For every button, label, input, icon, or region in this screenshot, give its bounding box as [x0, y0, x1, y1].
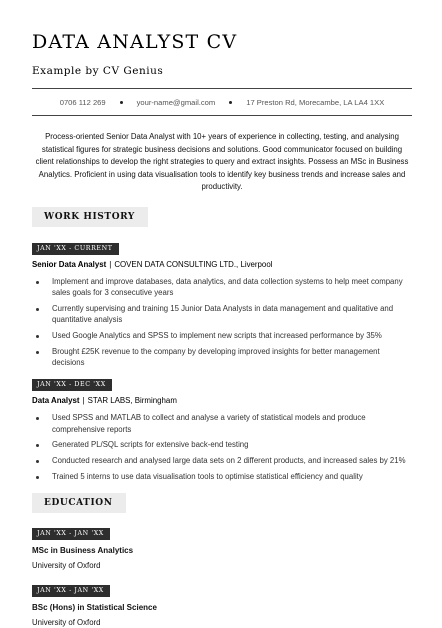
list-item: Brought £25K revenue to the company by developing improved insights for better management decisions	[32, 346, 412, 369]
job-title-line	[32, 259, 412, 270]
contact-phone: 0706 112 269	[59, 97, 106, 107]
job-role: Data Analyst	[32, 396, 80, 406]
list-item: Used Google Analytics and SPSS to implement new scripts that increased performance by 35%	[32, 330, 412, 341]
education-school: University of Oxford	[32, 560, 101, 570]
education-entry	[32, 579, 412, 628]
section-heading-education: EDUCATION	[32, 493, 126, 513]
bullet-icon	[36, 351, 39, 354]
bullet-icon	[36, 417, 39, 420]
section-heading-work-history: WORK HISTORY	[32, 207, 148, 227]
contact-email: your-name@gmail.com	[136, 97, 216, 107]
list-item: Generated PL/SQL scripts for extensive back-end testing	[32, 439, 412, 450]
bullet-dot-icon	[229, 101, 232, 104]
bottom-divider	[32, 115, 412, 116]
education-degree: MSc in Business Analytics	[32, 545, 134, 555]
list-item: Currently supervising and training 15 Junior Data Analysts in data management and qualitative and quantitative analysis	[32, 303, 412, 326]
job-dates: JAN 'XX - DEC 'XX	[32, 379, 112, 391]
list-item: Trained 5 interns to use data visualisation tools to optimise statistical efficiency and quality	[32, 471, 412, 482]
bullet-icon	[36, 281, 39, 284]
bullet-icon	[36, 476, 39, 479]
bullet-dot-icon	[120, 101, 123, 104]
job-company: STAR LABS, Birmingham	[87, 396, 177, 406]
bullet-icon	[36, 444, 39, 447]
education-dates: JAN 'XX - JAN 'XX	[32, 528, 110, 540]
job-role: Senior Data Analyst	[32, 259, 107, 269]
contact-bar	[32, 89, 412, 115]
separator: |	[109, 259, 112, 269]
separator: |	[82, 396, 85, 406]
cv-title: DATA ANALYST CV	[32, 31, 238, 53]
job-company: COVEN DATA CONSULTING LTD., Liverpool	[114, 259, 273, 269]
job-entry	[32, 237, 412, 368]
job-entry	[32, 373, 412, 482]
job-dates: JAN 'XX - CURRENT	[32, 243, 119, 255]
list-item: Implement and improve databases, data analytics, and data collection systems to help meet company sales goals for 3 consecutive years	[32, 276, 412, 299]
job-bullets	[32, 276, 412, 368]
bullet-icon	[36, 460, 39, 463]
education-school: University of Oxford	[32, 617, 101, 627]
education-entry	[32, 522, 412, 571]
list-item: Conducted research and analysed large data sets on 2 different products, and increased sales by 21%	[32, 455, 412, 466]
professional-summary: Process-oriented Senior Data Analyst with 10+ years of experience in collecting, testing, and analysing statistical figures for strategic business decisions and solutions. Good communicator focused on building client relationships to develop the right strategies to query and extract insights. Possess an MSc in Business Analytics. Proficient in using data visualisation tools to identify key business trends and increase sales and productivity.	[35, 132, 409, 192]
bullet-icon	[36, 335, 39, 338]
bullet-icon	[36, 308, 39, 311]
job-bullets	[32, 412, 412, 482]
education-degree: BSc (Hons) in Statistical Science	[32, 602, 157, 612]
list-item: Used SPSS and MATLAB to collect and analyse a variety of statistical models and produce comprehensive reports	[32, 412, 412, 435]
education-dates: JAN 'XX - JAN 'XX	[32, 585, 110, 597]
contact-address: 17 Preston Rd, Morecambe, LA LA4 1XX	[246, 97, 385, 107]
cv-subtitle: Example by CV Genius	[32, 65, 164, 77]
job-title-line	[32, 395, 412, 406]
